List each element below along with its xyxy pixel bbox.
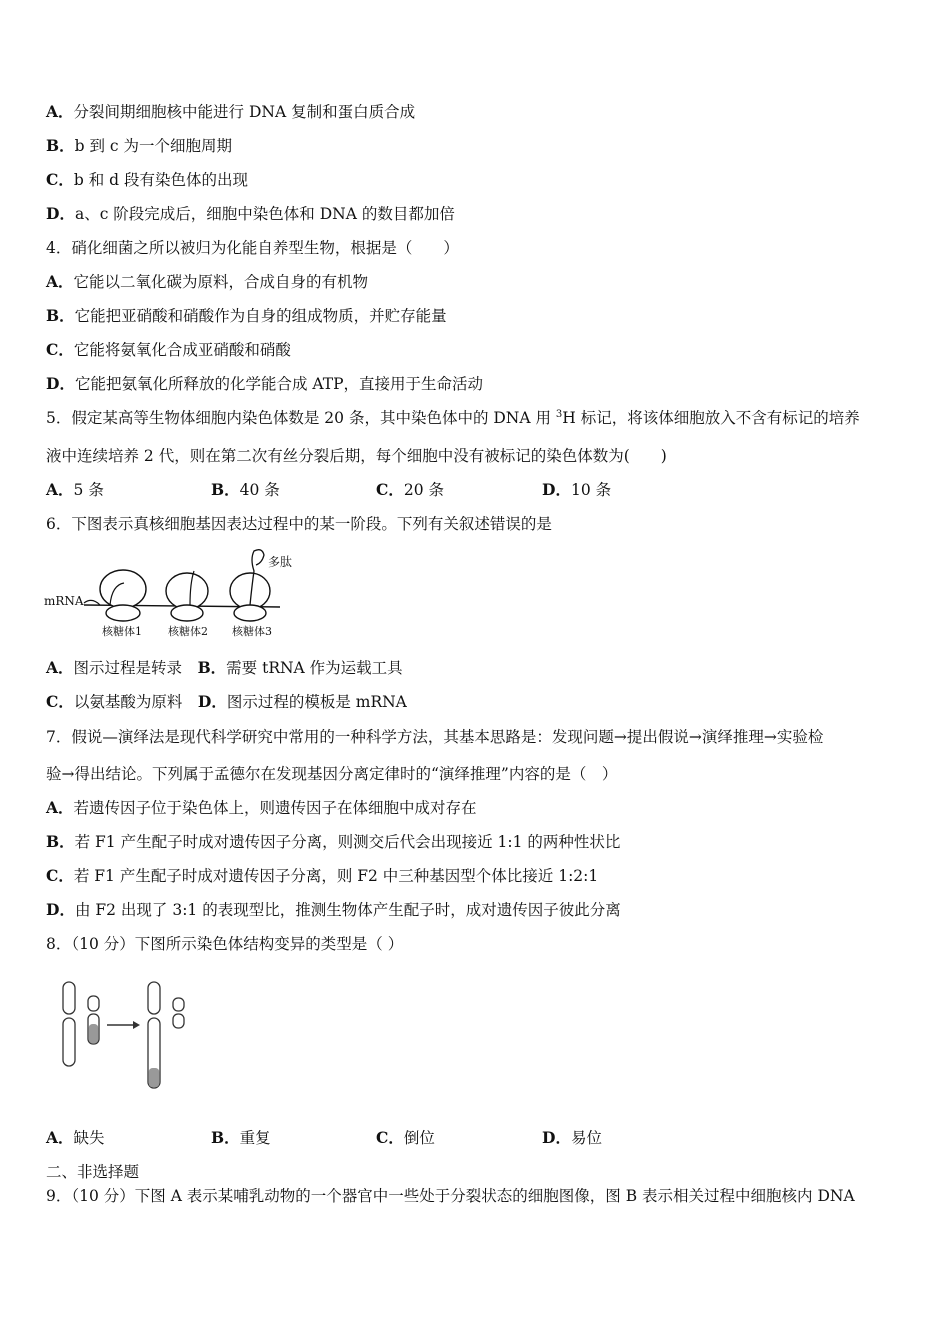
q7-stem-line2: 验→得出结论。下列属于孟德尔在发现基因分离定律时的“演绎推理”内容的是（ ） (46, 765, 618, 783)
q5-stem-line2: 液中连续培养 2 代，则在第二次有丝分裂后期，每个细胞中没有被标记的染色体数为( ) (46, 447, 667, 465)
q6-options-row2: C．以氨基酸为原料 D．图示过程的模板是 mRNA (46, 692, 407, 711)
q8-option-b: B．重复 (211, 1128, 271, 1147)
q6-stem: 6．下图表示真核细胞基因表达过程中的某一阶段。下列有关叙述错误的是 (46, 515, 552, 533)
ribosome-1 (100, 570, 146, 621)
ribosome-1-label: 核糖体1 (102, 625, 142, 638)
q5-option-d: D．10 条 (542, 480, 612, 499)
q4-option-c: C．它能将氨氧化合成亚硝酸和硝酸 (46, 340, 291, 359)
ribosome-3-label: 核糖体3 (232, 625, 272, 638)
arrow-icon (107, 1021, 140, 1029)
q7-option-a: A．若遗传因子位于染色体上，则遗传因子在体细胞中成对存在 (46, 798, 477, 817)
q7-option-d: D．由 F2 出现了 3:1 的表现型比，推测生物体产生配子时，成对遗传因子彼此分离 (46, 900, 621, 919)
chromosome-short-after (173, 998, 184, 1028)
q5-stem-line1: 5．假定某高等生物体细胞内染色体数是 20 条，其中染色体中的 DNA 用 $^3$H 标记，将该体细胞放入不含有标记的培养 (46, 408, 860, 427)
q3-option-b: B．b 到 c 为一个细胞周期 (46, 136, 232, 155)
q8-stem: 8．（10 分）下图所示染色体结构变异的类型是（ ） (46, 935, 404, 953)
mrna-label: mRNA (44, 594, 84, 608)
q6-options-row1: A．图示过程是转录 B．需要 tRNA 作为运载工具 (46, 658, 403, 677)
q7-stem-line1: 7．假说—演绎法是现代科学研究中常用的一种科学方法，其基本思路是：发现问题→提出假说→演绎推理→实验检 (46, 728, 824, 746)
chromosome-short-before (88, 996, 99, 1044)
q5-option-a: A．5 条 (46, 480, 104, 499)
q8-option-a: A．缺失 (46, 1128, 105, 1147)
q3-option-c: C．b 和 d 段有染色体的出现 (46, 170, 248, 189)
chromosome-long-before (63, 982, 75, 1066)
section-heading: 二、非选择题 (46, 1163, 140, 1181)
q3-option-a: A．分裂间期细胞核中能进行 DNA 复制和蛋白质合成 (46, 102, 416, 121)
q4-option-b: B．它能把亚硝酸和硝酸作为自身的组成物质，并贮存能量 (46, 306, 447, 325)
chromosome-long-after (148, 982, 160, 1088)
q8-option-c: C．倒位 (376, 1128, 435, 1147)
q5-option-b: B．40 条 (211, 480, 280, 499)
q9-stem: 9．（10 分）下图 A 表示某哺乳动物的一个器官中一些处于分裂状态的细胞图像，图 B 表示相关过程中细胞核内 DNA (46, 1187, 855, 1205)
q4-option-a: A．它能以二氧化碳为原料，合成自身的有机物 (46, 272, 369, 291)
q7-option-c: C．若 F1 产生配子时成对遗传因子分离，则 F2 中三种基因型个体比接近 1:2:1 (46, 866, 599, 885)
ribosome-2 (166, 571, 208, 621)
ribosome-3 (230, 550, 270, 621)
peptide-label: 多肽 (268, 555, 293, 569)
chromosome-figure (55, 978, 195, 1093)
q5-options (46, 479, 906, 501)
q5-option-c: C．20 条 (376, 480, 444, 499)
q4-option-d: D．它能把氨氧化所释放的化学能合成 ATP，直接用于生命活动 (46, 374, 483, 393)
ribosome-2-label: 核糖体2 (168, 625, 208, 638)
q4-stem: 4．硝化细菌之所以被归为化能自养型生物，根据是（ ） (46, 239, 459, 257)
translation-figure (40, 545, 310, 645)
q8-options (46, 1127, 906, 1149)
q8-option-d: D．易位 (542, 1128, 602, 1147)
q7-option-b: B．若 F1 产生配子时成对遗传因子分离，则测交后代会出现接近 1:1 的两种性状比 (46, 832, 621, 851)
q3-option-d: D．a、c 阶段完成后，细胞中染色体和 DNA 的数目都加倍 (46, 204, 455, 223)
